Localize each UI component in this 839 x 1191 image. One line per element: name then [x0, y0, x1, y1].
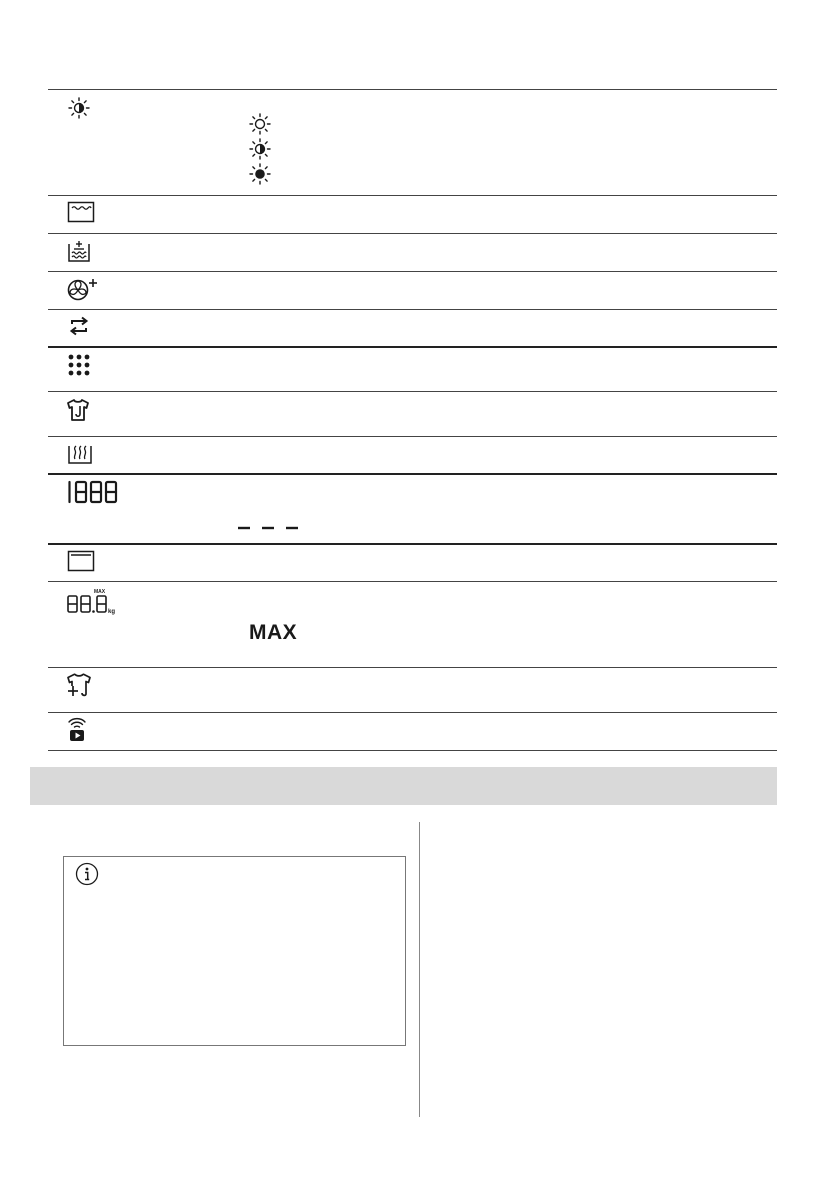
row-divider: [48, 195, 777, 196]
info-note-box: [63, 856, 406, 1046]
wifi-play-icon: [67, 716, 87, 742]
seven-segment-1888-icon: [67, 480, 119, 504]
row-divider: [48, 712, 777, 713]
sun-filled-icon: [249, 163, 271, 185]
info-circle-icon: [75, 862, 99, 886]
row-divider: [48, 543, 777, 545]
svg-text:kg: kg: [108, 609, 116, 615]
cycle-arrows-icon: [67, 315, 91, 337]
drum-plus-icon: [66, 276, 100, 302]
basin-water-icon: [67, 201, 95, 223]
row-divider: [48, 233, 777, 234]
shirt-plus-icon: [66, 672, 92, 698]
door-rectangle-icon: [67, 550, 95, 572]
row-divider: [48, 89, 777, 90]
nine-dots-lock-icon: [67, 353, 91, 377]
max-indicator-label: MAX: [249, 621, 298, 644]
row-divider: [48, 750, 777, 751]
basin-plus-rinse-icon: [67, 239, 91, 263]
row-divider: [48, 667, 777, 668]
sun-outline-icon: [249, 113, 271, 135]
svg-text:MAX: MAX: [94, 589, 106, 595]
column-divider: [419, 822, 420, 1117]
row-divider: [48, 436, 777, 437]
row-divider: [48, 473, 777, 475]
sun-half-icon: [249, 138, 271, 160]
row-divider: [48, 346, 777, 348]
dashes-icon: [237, 525, 301, 531]
load-88-8-kg-icon: [66, 587, 126, 617]
soil-level-half-sun-icon: [68, 97, 90, 119]
row-divider: [48, 309, 777, 310]
row-divider: [48, 271, 777, 272]
section-heading-band: [30, 767, 777, 805]
row-divider: [48, 581, 777, 582]
shirt-steam-icon: [66, 398, 90, 422]
steam-basin-icon: [67, 443, 93, 465]
row-divider: [48, 391, 777, 392]
